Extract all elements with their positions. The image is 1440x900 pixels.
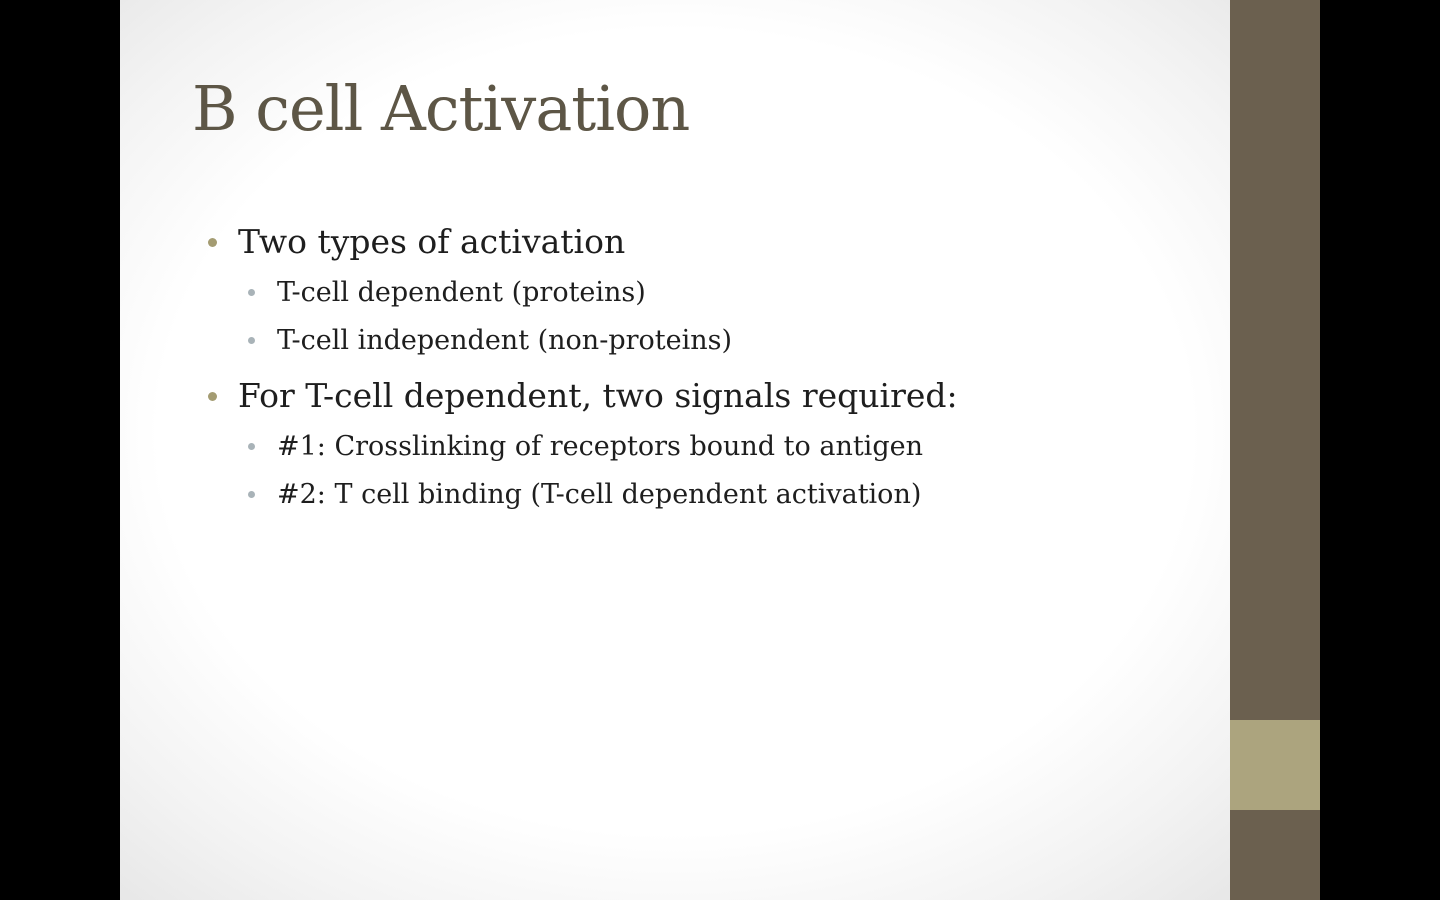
bullet-text: For T-cell dependent, two signals required:: [238, 376, 958, 415]
bullet-dot-icon: [208, 392, 217, 401]
sub-bullet-text: #2: T cell binding (T-cell dependent activation): [277, 479, 922, 510]
sub-bullet-dot-icon: [248, 289, 255, 296]
sub-bullet-item: [206, 472, 1186, 520]
sub-bullet-item: [206, 270, 1186, 318]
bullet-item: [206, 372, 1186, 424]
sub-bullet-item: [206, 318, 1186, 366]
sub-bullet-dot-icon: [248, 491, 255, 498]
sub-bullet-text: T-cell dependent (proteins): [277, 277, 646, 308]
slide-title: B cell Activation: [192, 72, 690, 145]
presentation-slide: [120, 0, 1320, 900]
sub-bullet-text: T-cell independent (non-proteins): [277, 325, 733, 356]
sub-bullet-item: [206, 424, 1186, 472]
bullet-dot-icon: [208, 238, 217, 247]
slide-body: [206, 218, 1186, 520]
bullet-item: [206, 218, 1186, 270]
sub-bullet-text: #1: Crosslinking of receptors bound to antigen: [277, 431, 923, 462]
slide-side-accent: [1230, 720, 1320, 810]
sub-bullet-dot-icon: [248, 337, 255, 344]
bullet-text: Two types of activation: [238, 222, 626, 261]
sub-bullet-dot-icon: [248, 443, 255, 450]
